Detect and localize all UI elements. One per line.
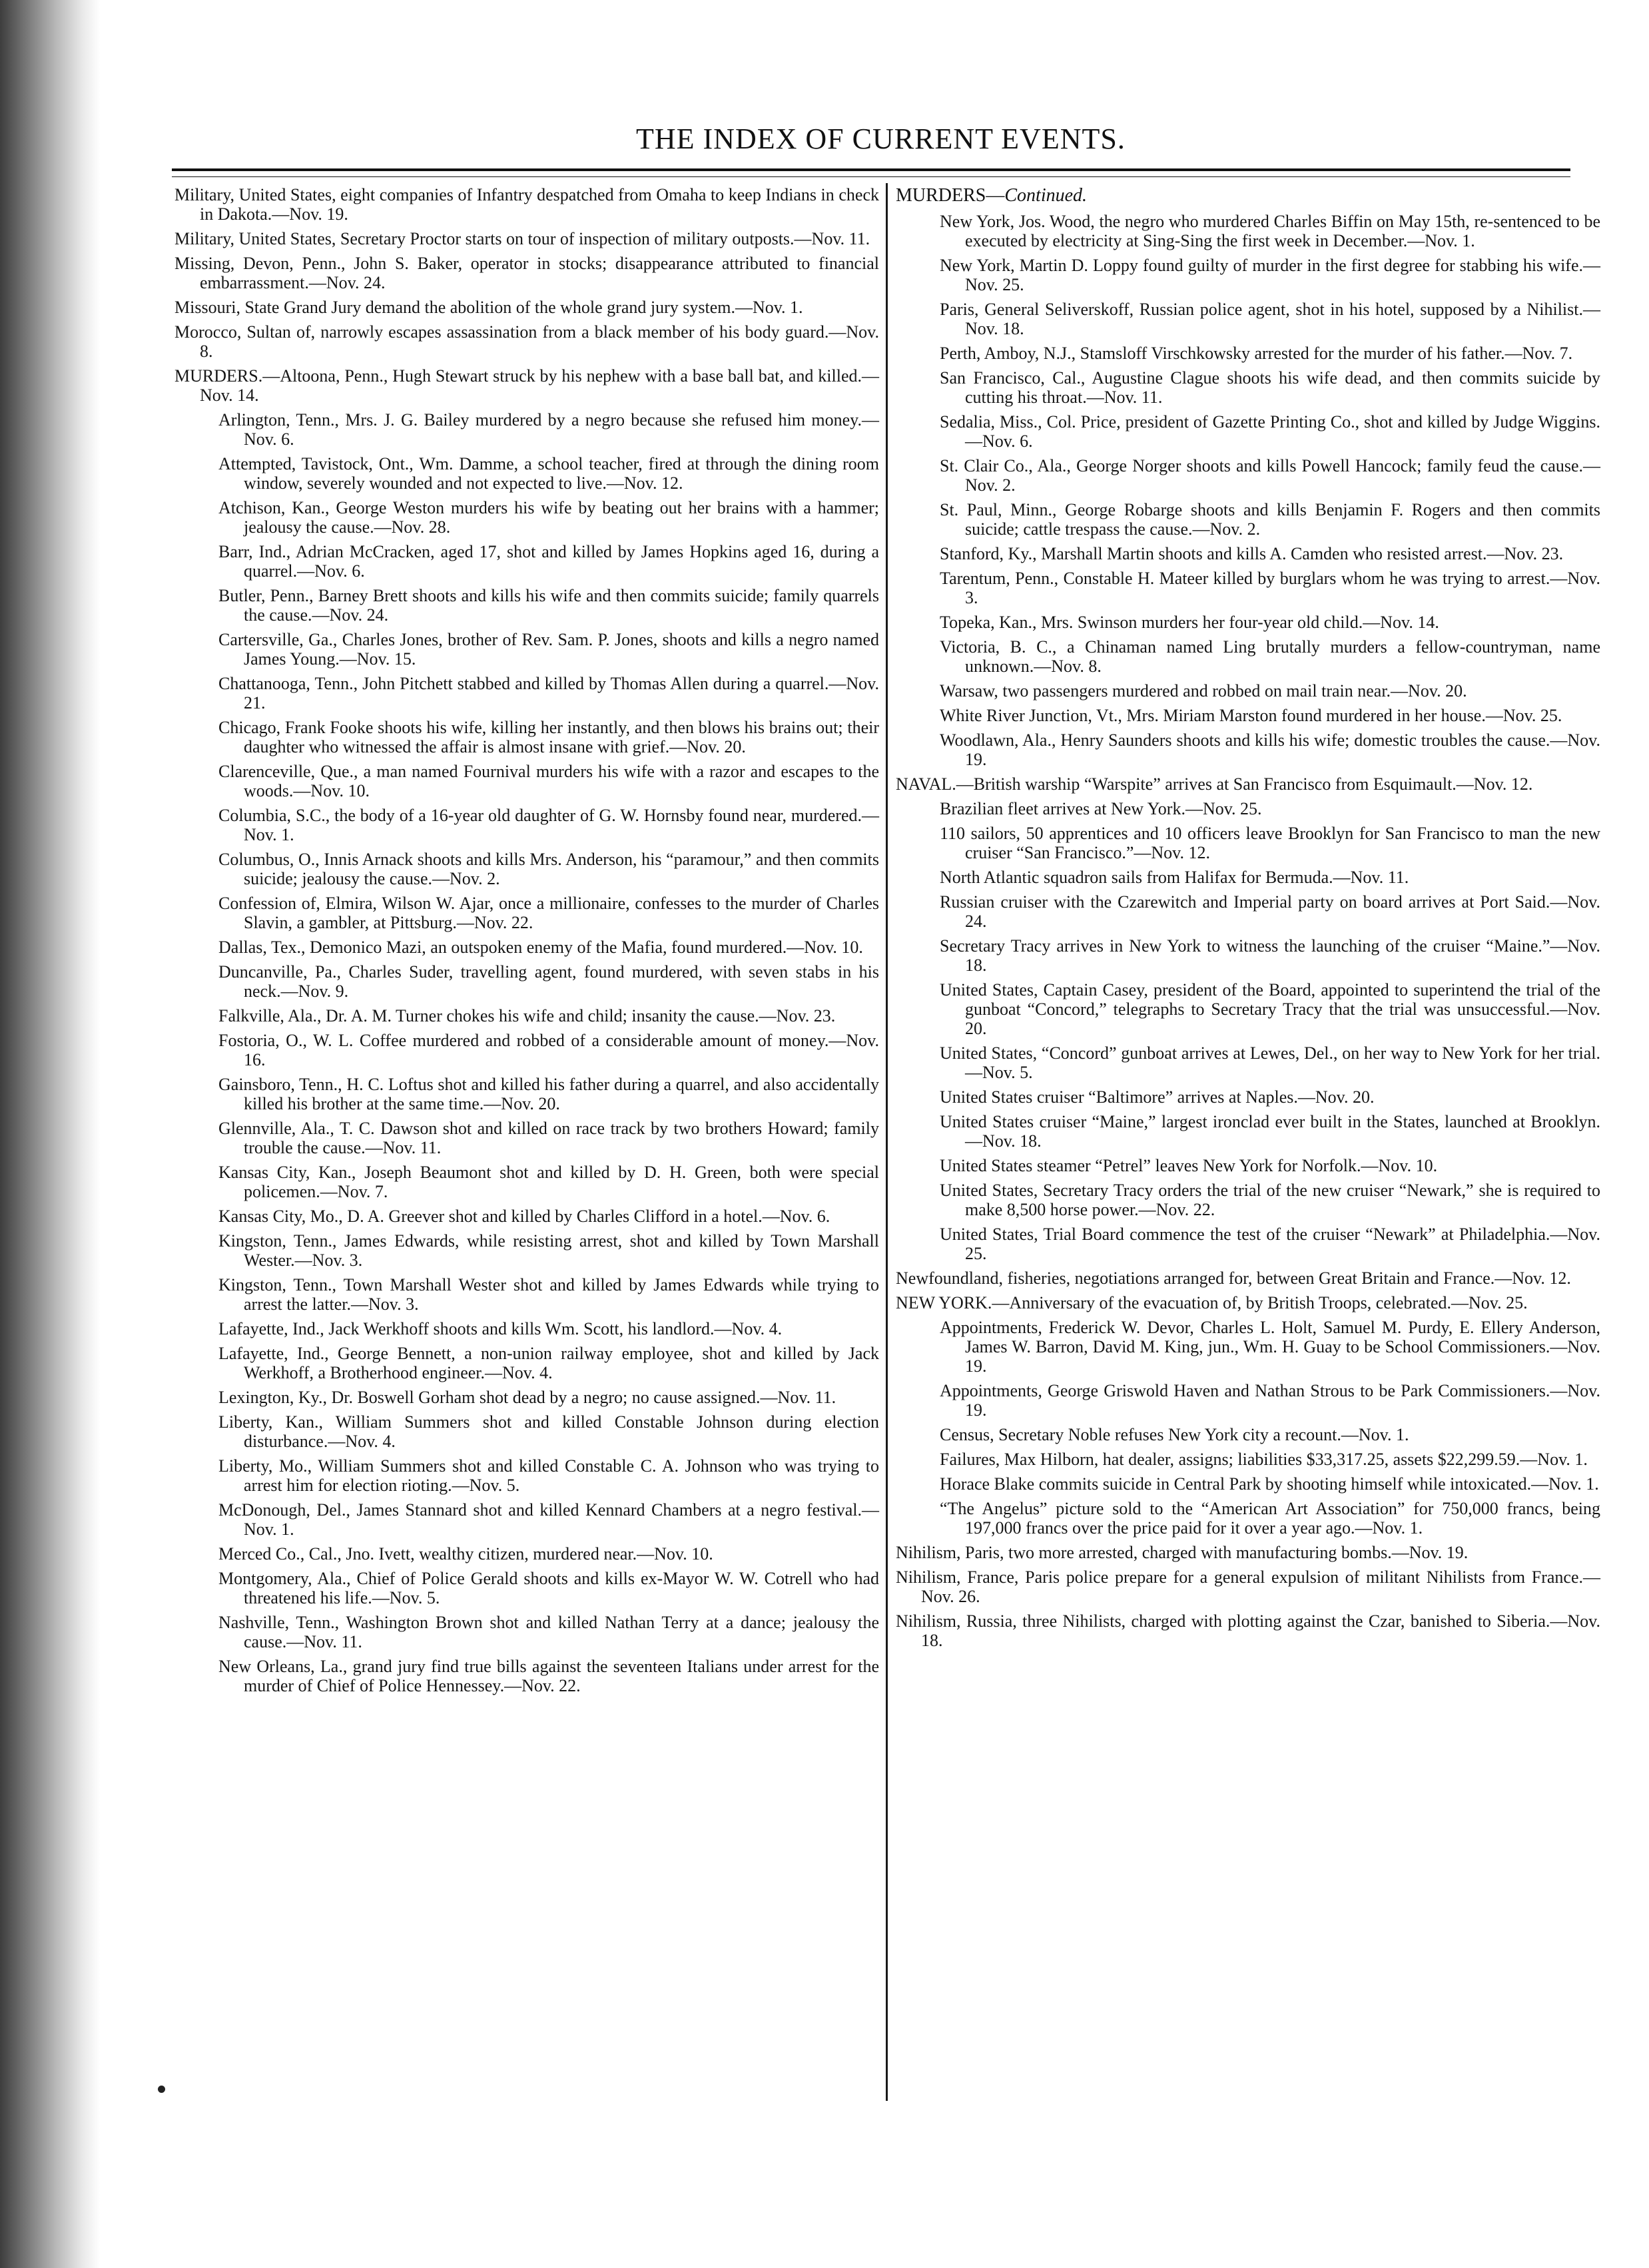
index-entry: Kingston, Tenn., Town Marshall Wester shot and killed by James Edwards while trying to arrest the latter.—Nov. 3. — [218, 1275, 879, 1314]
index-entry: NEW YORK.—Anniversary of the evacuation of, by British Troops, celebrated.—Nov. 25. — [896, 1293, 1528, 1312]
index-entry: Census, Secretary Noble refuses New York city a recount.—Nov. 1. — [940, 1425, 1409, 1444]
index-entry: Liberty, Kan., William Summers shot and killed Constable Johnson during election disturbance.—Nov. 4. — [218, 1412, 879, 1451]
index-entry: San Francisco, Cal., Augustine Clague shoots his wife dead, and then commits suicide by cutting his throat.—Nov. 11. — [940, 368, 1600, 407]
index-entry: New Orleans, La., grand jury find true bills against the seventeen Italians under arrest for the murder of Chief of Police Hennessey.—Nov. 22. — [218, 1657, 879, 1695]
index-entry: Nihilism, France, Paris police prepare for a general expulsion of militant Nihilists from France.—Nov. 26. — [896, 1567, 1600, 1606]
index-entry: Nihilism, Russia, three Nihilists, charged with plotting against the Czar, banished to Siberia.—Nov. 18. — [896, 1611, 1600, 1650]
index-entry: Military, United States, eight companies of Infantry despatched from Omaha to keep Indians in check in Dakota.—Nov. 19. — [174, 185, 879, 224]
index-entry: Paris, General Seliverskoff, Russian police agent, shot in his hotel, supposed by a Nihilist.—Nov. 18. — [940, 300, 1600, 338]
index-entry: North Atlantic squadron sails from Halifax for Bermuda.—Nov. 11. — [940, 868, 1409, 887]
index-entry: Kansas City, Kan., Joseph Beaumont shot and killed by D. H. Green, both were special policemen.—Nov. 7. — [218, 1163, 879, 1201]
index-entry: Dallas, Tex., Demonico Mazi, an outspoken enemy of the Mafia, found murdered.—Nov. 10. — [218, 938, 863, 957]
index-entry: Kingston, Tenn., James Edwards, while resisting arrest, shot and killed by Town Marshall Wester.—Nov. 3. — [218, 1231, 879, 1270]
index-entry: MURDERS.—Altoona, Penn., Hugh Stewart struck by his nephew with a base ball bat, and killed.—Nov. 14. — [174, 366, 879, 405]
column-divider — [886, 183, 888, 2101]
index-entry: Chicago, Frank Fooke shoots his wife, killing her instantly, and then blows his brains out; their daughter who witnessed the affair is almost insane with grief.—Nov. 20. — [218, 718, 879, 756]
index-entry: Missing, Devon, Penn., John S. Baker, operator in stocks; disappearance attributed to financial embarrassment.—Nov. 24. — [174, 254, 879, 292]
index-entry: NAVAL.—British warship “Warspite” arrives at San Francisco from Esquimault.—Nov. 12. — [896, 774, 1533, 794]
index-entry: Topeka, Kan., Mrs. Swinson murders her four-year old child.—Nov. 14. — [940, 613, 1439, 632]
index-entry: United States, Secretary Tracy orders the trial of the new cruiser “Newark,” she is required to make 8,500 horse power.—Nov. 22. — [940, 1181, 1600, 1219]
index-entry: Military, United States, Secretary Proctor starts on tour of inspection of military outposts.—Nov. 11. — [174, 229, 870, 248]
index-entry: New York, Martin D. Loppy found guilty of murder in the first degree for stabbing his wife.—Nov. 25. — [940, 256, 1600, 294]
index-entry: Lafayette, Ind., George Bennett, a non-union railway employee, shot and killed by Jack Werkhoff, a Brotherhood engineer.—Nov. 4. — [218, 1344, 879, 1382]
index-entry: Butler, Penn., Barney Brett shoots and kills his wife and then commits suicide; family quarrels the cause.—Nov. 24. — [218, 586, 879, 625]
index-entry: Lexington, Ky., Dr. Boswell Gorham shot dead by a negro; no cause assigned.—Nov. 11. — [218, 1388, 836, 1407]
index-entry: Glennville, Ala., T. C. Dawson shot and killed on race track by two brothers Howard; family trouble the cause.—Nov. 11. — [218, 1119, 879, 1157]
index-entry: Lafayette, Ind., Jack Werkhoff shoots and kills Wm. Scott, his landlord.—Nov. 4. — [218, 1319, 783, 1338]
index-entry: United States, “Concord” gunboat arrives at Lewes, Del., on her way to New York for her trial.—Nov. 5. — [940, 1043, 1600, 1082]
section-heading-murders-continued — [896, 185, 1600, 206]
index-entry: Barr, Ind., Adrian McCracken, aged 17, shot and killed by James Hopkins aged 16, during a quarrel.—Nov. 6. — [218, 542, 879, 581]
index-entry: Brazilian fleet arrives at New York.—Nov. 25. — [940, 799, 1262, 818]
index-entry: Columbus, O., Innis Arnack shoots and kills Mrs. Anderson, his “paramour,” and then commits suicide; jealousy the cause.—Nov. 2. — [218, 850, 879, 888]
index-entry: United States steamer “Petrel” leaves New York for Norfolk.—Nov. 10. — [940, 1156, 1438, 1175]
index-entry: United States cruiser “Baltimore” arrives at Naples.—Nov. 20. — [940, 1087, 1375, 1107]
index-entry: McDonough, Del., James Stannard shot and killed Kennard Chambers at a negro festival.—Nov. 1. — [218, 1500, 879, 1539]
index-entry: Horace Blake commits suicide in Central Park by shooting himself while intoxicated.—Nov. 1. — [940, 1474, 1599, 1494]
index-entry: New York, Jos. Wood, the negro who murdered Charles Biffin on May 15th, re-sentenced to be executed by electricity at Sing-Sing the first week in December.—Nov. 1. — [940, 212, 1600, 250]
index-entry: Merced Co., Cal., Jno. Ivett, wealthy citizen, murdered near.—Nov. 10. — [218, 1544, 713, 1563]
index-entry: Newfoundland, fisheries, negotiations arranged for, between Great Britain and France.—Nov. 12. — [896, 1269, 1571, 1288]
index-entry: Tarentum, Penn., Constable H. Mateer killed by burglars whom he was trying to arrest.—Nov. 3. — [940, 569, 1600, 607]
index-entry: Victoria, B. C., a Chinaman named Ling brutally murders a fellow-countryman, name unknown.—Nov. 8. — [940, 637, 1600, 676]
index-entry: Sedalia, Miss., Col. Price, president of Gazette Printing Co., shot and killed by Judge Wiggins.—Nov. 6. — [940, 412, 1600, 451]
index-entry: Montgomery, Ala., Chief of Police Gerald shoots and kills ex-Mayor W. W. Cotrell who had threatened his life.—Nov. 5. — [218, 1569, 879, 1607]
index-entry: Duncanville, Pa., Charles Suder, travelling agent, found murdered, with seven stabs in his neck.—Nov. 9. — [218, 962, 879, 1001]
index-entry: Nihilism, Paris, two more arrested, charged with manufacturing bombs.—Nov. 19. — [896, 1543, 1469, 1562]
index-entry: Secretary Tracy arrives in New York to witness the launching of the cruiser “Maine.”—Nov. 18. — [940, 936, 1600, 975]
index-entry: Nashville, Tenn., Washington Brown shot and killed Nathan Terry at a dance; jealousy the cause.—Nov. 11. — [218, 1613, 879, 1651]
scanned-page-edge — [0, 0, 100, 2268]
index-entry: “The Angelus” picture sold to the “American Art Association” for 750,000 francs, being 197,000 francs over the price paid for it over a year ago.—Nov. 1. — [940, 1499, 1600, 1538]
index-entry: Liberty, Mo., William Summers shot and killed Constable C. A. Johnson who was trying to arrest him for election rioting.—Nov. 5. — [218, 1456, 879, 1495]
index-entry: Gainsboro, Tenn., H. C. Loftus shot and killed his father during a quarrel, and also accidentally killed his brother at the same time.—Nov. 20. — [218, 1075, 879, 1113]
page-title: THE INDEX OF CURRENT EVENTS. — [636, 123, 1126, 155]
left-column — [174, 185, 879, 1701]
index-entry: Columbia, S.C., the body of a 16-year old daughter of G. W. Hornsby found near, murdered.—Nov. 1. — [218, 806, 879, 844]
index-entry: Missouri, State Grand Jury demand the abolition of the whole grand jury system.—Nov. 1. — [174, 298, 803, 317]
heading-continued: Continued. — [1004, 185, 1088, 206]
index-entry: Failures, Max Hilborn, hat dealer, assigns; liabilities $33,317.25, assets $22,299.59.—Nov. 1. — [940, 1450, 1588, 1469]
index-entry: Woodlawn, Ala., Henry Saunders shoots and kills his wife; domestic troubles the cause.—Nov. 19. — [940, 730, 1600, 769]
index-entry: St. Clair Co., Ala., George Norger shoots and kills Powell Hancock; family feud the cause.—Nov. 2. — [940, 456, 1600, 495]
index-entry: Cartersville, Ga., Charles Jones, brother of Rev. Sam. P. Jones, shoots and kills a negro named James Young.—Nov. 15. — [218, 630, 879, 669]
index-entry: United States cruiser “Maine,” largest ironclad ever built in the States, launched at Brooklyn.—Nov. 18. — [940, 1112, 1600, 1151]
index-entry: Morocco, Sultan of, narrowly escapes assassination from a black member of his body guard.—Nov. 8. — [174, 322, 879, 361]
index-entry: Appointments, Frederick W. Devor, Charles L. Holt, Samuel M. Purdy, E. Ellery Anderson, James W. Barron, David M. King, jun., Wm. H. Guay to be School Commissioners.—Nov. 19. — [940, 1318, 1600, 1376]
index-entry: 110 sailors, 50 apprentices and 10 officers leave Brooklyn for San Francisco to man the new cruiser “San Francisco.”—Nov. 12. — [940, 824, 1600, 862]
index-entry: Confession of, Elmira, Wilson W. Ajar, once a millionaire, confesses to the murder of Charles Slavin, a gambler, at Pittsburg.—Nov. 22. — [218, 894, 879, 932]
index-entry: Arlington, Tenn., Mrs. J. G. Bailey murdered by a negro because she refused him money.—Nov. 6. — [218, 410, 879, 449]
index-entry: United States, Trial Board commence the test of the cruiser “Newark” at Philadelphia.—Nov. 25. — [940, 1225, 1600, 1263]
header-rule — [172, 168, 1570, 171]
index-entry: Atchison, Kan., George Weston murders his wife by beating out her brains with a hammer; jealousy the cause.—Nov. 28. — [218, 498, 879, 537]
index-entry: Fostoria, O., W. L. Coffee murdered and robbed of a considerable amount of money.—Nov. 16. — [218, 1031, 879, 1069]
index-entry: Falkville, Ala., Dr. A. M. Turner chokes his wife and child; insanity the cause.—Nov. 23. — [218, 1006, 836, 1025]
index-entry: St. Paul, Minn., George Robarge shoots and kills Benjamin F. Rogers and then commits suicide; cattle trespass the cause.—Nov. 2. — [940, 500, 1600, 539]
index-entry: United States, Captain Casey, president of the Board, appointed to superintend the trial of the gunboat “Concord,” telegraphs to Secretary Tracy that the trial was unsuccessful.—Nov. 20. — [940, 980, 1600, 1038]
index-entry: Russian cruiser with the Czarewitch and Imperial party on board arrives at Port Said.—Nov. 24. — [940, 892, 1600, 931]
index-entry: Stanford, Ky., Marshall Martin shoots and kills A. Camden who resisted arrest.—Nov. 23. — [940, 544, 1564, 563]
index-entry: Kansas City, Mo., D. A. Greever shot and killed by Charles Clifford in a hotel.—Nov. 6. — [218, 1207, 830, 1226]
index-entry: White River Junction, Vt., Mrs. Miriam Marston found murdered in her house.—Nov. 25. — [940, 706, 1562, 725]
index-entry: Chattanooga, Tenn., John Pitchett stabbed and killed by Thomas Allen during a quarrel.—Nov. 21. — [218, 674, 879, 712]
index-entry: Clarenceville, Que., a man named Fournival murders his wife with a razor and escapes to the woods.—Nov. 10. — [218, 762, 879, 800]
index-entry: Attempted, Tavistock, Ont., Wm. Damme, a school teacher, fired at through the dining room window, severely wounded and not expected to live.—Nov. 12. — [218, 454, 879, 493]
index-entry: Warsaw, two passengers murdered and robbed on mail train near.—Nov. 20. — [940, 681, 1467, 701]
header-rule-thin — [172, 176, 1570, 177]
index-entry: Appointments, George Griswold Haven and Nathan Strous to be Park Commissioners.—Nov. 19. — [940, 1381, 1600, 1420]
right-column — [896, 185, 1600, 1655]
heading-label: MURDERS— — [896, 185, 1005, 206]
index-entry: Perth, Amboy, N.J., Stamsloff Virschkowsky arrested for the murder of his father.—Nov. 7. — [940, 344, 1573, 363]
page-mark-dot — [158, 2086, 165, 2093]
